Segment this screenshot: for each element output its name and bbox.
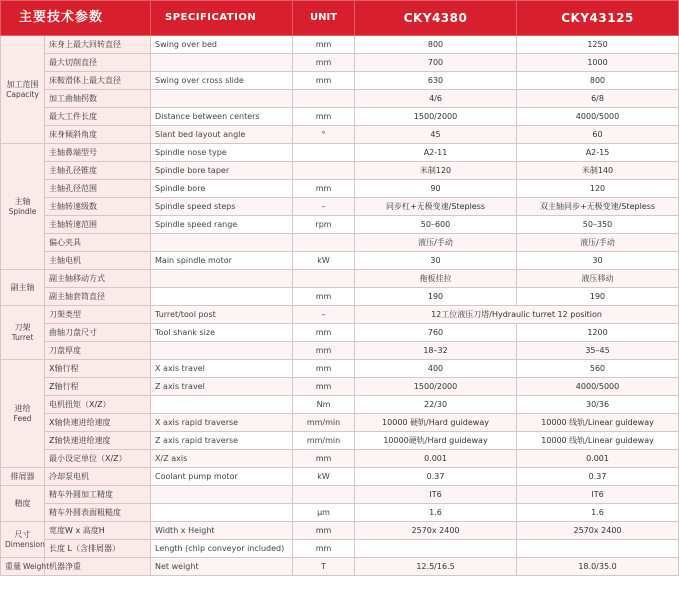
item-unit: mm [293, 450, 355, 468]
item-value-model-2: 1200 [517, 324, 679, 342]
item-value-model-1: 400 [355, 360, 517, 378]
item-unit: mm [293, 378, 355, 396]
item-unit: kW [293, 468, 355, 486]
item-name-en: Slant bed layout angle [151, 126, 293, 144]
group-label [1, 144, 45, 270]
group-label [1, 36, 45, 144]
header-spec: SPECIFICATION [151, 1, 293, 36]
group-label-en: Weight [23, 561, 50, 571]
item-name-cn: 最小设定单位（X/Z） [45, 450, 151, 468]
table-row [1, 252, 679, 270]
item-name-cn: 精车外圆加工精度 [45, 486, 151, 504]
item-value-model-2: 18.0/35.0 [517, 558, 679, 576]
item-name-en: Swing over bed [151, 36, 293, 54]
item-name-cn: 主轴鼻端型号 [45, 144, 151, 162]
item-value-model-2: A2-15 [517, 144, 679, 162]
item-value-model-1: IT6 [355, 486, 517, 504]
item-name-cn: 偏心夹具 [45, 234, 151, 252]
item-value-model-1: 45 [355, 126, 517, 144]
item-value-model-1: 630 [355, 72, 517, 90]
spec-body [1, 36, 679, 576]
item-value-model-2: 0.001 [517, 450, 679, 468]
item-name-cn: 副主轴移动方式 [45, 270, 151, 288]
item-unit: mm [293, 324, 355, 342]
group-label-cn: 副主轴 [10, 282, 35, 292]
item-unit: mm [293, 540, 355, 558]
table-row [1, 432, 679, 450]
item-name-en: X/Z axis [151, 450, 293, 468]
item-name-cn: 床身倾斜角度 [45, 126, 151, 144]
item-value-model-1: 2570x 2400 [355, 522, 517, 540]
item-name-en: Length (chip conveyor included) [151, 540, 293, 558]
item-name-cn: 床鞍滑体上最大直径 [45, 72, 151, 90]
item-name-cn: 曲轴刀盘尺寸 [45, 324, 151, 342]
item-value-model-2: 液压移动 [517, 270, 679, 288]
item-unit: mm [293, 36, 355, 54]
header-title: 主要技术参数 [1, 1, 151, 36]
item-name-en [151, 504, 293, 522]
item-value-model-1: 液压/手动 [355, 234, 517, 252]
item-value-model-1: 190 [355, 288, 517, 306]
group-label-cn: 精度 [14, 498, 31, 508]
item-name-en [151, 288, 293, 306]
item-unit [293, 144, 355, 162]
group-label [1, 270, 45, 306]
item-value-model-2: 190 [517, 288, 679, 306]
item-name-cn: 电机扭矩（X/Z） [45, 396, 151, 414]
group-label [1, 486, 45, 522]
item-name-cn: 宽度W x 高度H [45, 522, 151, 540]
item-name-cn: 冷却泵电机 [45, 468, 151, 486]
group-label-cn: 刀架 [14, 322, 31, 332]
group-label-en: Capacity [6, 89, 39, 99]
item-value-model-1: 1500/2000 [355, 108, 517, 126]
item-name-en [151, 342, 293, 360]
item-value-model-1: 90 [355, 180, 517, 198]
item-value-model-1: A2-11 [355, 144, 517, 162]
item-name-en: Tool shank size [151, 324, 293, 342]
item-name-cn: Z轴行程 [45, 378, 151, 396]
item-value-model-1: 800 [355, 36, 517, 54]
group-label [1, 360, 45, 468]
item-name-en [151, 486, 293, 504]
item-unit: mm/min [293, 432, 355, 450]
item-name-cn: 主轴转速级数 [45, 198, 151, 216]
item-name-cn: X轴行程 [45, 360, 151, 378]
item-value-model-1: 0.001 [355, 450, 517, 468]
item-unit: Nm [293, 396, 355, 414]
item-value-model-1: 4/6 [355, 90, 517, 108]
item-value-model-2: 液压/手动 [517, 234, 679, 252]
table-row [1, 324, 679, 342]
header-unit: UNIT [293, 1, 355, 36]
item-name-en: Main spindle motor [151, 252, 293, 270]
item-name-cn: 床身上最大回转直径 [45, 36, 151, 54]
group-label-cn: 排屑器 [10, 471, 35, 481]
table-row [1, 126, 679, 144]
table-row [1, 180, 679, 198]
table-row [1, 198, 679, 216]
item-name-en [151, 396, 293, 414]
item-value-model-2: 120 [517, 180, 679, 198]
item-value-model-1: 10000 硬轨/Hard guideway [355, 414, 517, 432]
group-label-en: Turret [11, 332, 34, 342]
item-value-model-2: 1250 [517, 36, 679, 54]
item-name-en: Spindle speed steps [151, 198, 293, 216]
item-name-en: X axis travel [151, 360, 293, 378]
item-value-model-2: 30 [517, 252, 679, 270]
item-name-en: Spindle speed range [151, 216, 293, 234]
item-value-model-2: 4000/5000 [517, 378, 679, 396]
item-value-model-1: 30 [355, 252, 517, 270]
item-value-model-1: 1500/2000 [355, 378, 517, 396]
item-value-model-2: 30/36 [517, 396, 679, 414]
item-unit [293, 90, 355, 108]
item-unit: mm [293, 342, 355, 360]
item-value-model-2: 10000 线轨/Linear guideway [517, 414, 679, 432]
table-row [1, 288, 679, 306]
item-name-cn: 主轴转速范围 [45, 216, 151, 234]
table-row [1, 504, 679, 522]
group-label-cn: 尺寸 [14, 529, 31, 539]
item-unit: mm [293, 54, 355, 72]
item-value-model-1: 米制120 [355, 162, 517, 180]
item-name-cn: 主轴孔径范围 [45, 180, 151, 198]
item-unit [293, 486, 355, 504]
item-value-model-1: 12.5/16.5 [355, 558, 517, 576]
table-row [1, 216, 679, 234]
item-value-model-1: 18–32 [355, 342, 517, 360]
table-row [1, 468, 679, 486]
item-value-model-1: 50–600 [355, 216, 517, 234]
item-unit: μm [293, 504, 355, 522]
item-unit: – [293, 198, 355, 216]
item-name-cn: 主轴孔径锥度 [45, 162, 151, 180]
table-row [1, 360, 679, 378]
item-unit: mm [293, 360, 355, 378]
item-value-model-1 [355, 540, 517, 558]
table-row [1, 54, 679, 72]
item-unit: mm [293, 72, 355, 90]
item-value-model-2: 35–45 [517, 342, 679, 360]
item-name-cn: 副主轴套筒直径 [45, 288, 151, 306]
table-row [1, 234, 679, 252]
item-unit: mm/min [293, 414, 355, 432]
item-value-model-2: 560 [517, 360, 679, 378]
item-value-model-2: 4000/5000 [517, 108, 679, 126]
item-name-cn: Z轴快速进给速度 [45, 432, 151, 450]
table-row [1, 72, 679, 90]
table-row [1, 36, 679, 54]
table-row [1, 108, 679, 126]
item-name-en: Spindle nose type [151, 144, 293, 162]
header-row [1, 1, 679, 36]
item-value-model-2: 60 [517, 126, 679, 144]
item-value-shared: 12工位液压刀塔/Hydraulic turret 12 position [355, 306, 679, 324]
item-name-en [151, 90, 293, 108]
item-name-cn: 加工曲轴拐数 [45, 90, 151, 108]
table-row [1, 306, 679, 324]
group-label-cn: 重量 [5, 561, 21, 571]
item-unit [293, 234, 355, 252]
group-label-en: Spindle [8, 206, 37, 216]
item-value-model-2: 1000 [517, 54, 679, 72]
item-name-en [151, 270, 293, 288]
item-value-model-2 [517, 540, 679, 558]
item-value-model-2: 800 [517, 72, 679, 90]
item-name-en: Spindle bore [151, 180, 293, 198]
table-row [1, 540, 679, 558]
item-value-model-2: 50–350 [517, 216, 679, 234]
item-name-en: Distance between centers [151, 108, 293, 126]
table-row [1, 414, 679, 432]
item-name-en: Net weight [151, 558, 293, 576]
item-name-en [151, 54, 293, 72]
item-name-en: X axis rapid traverse [151, 414, 293, 432]
item-name-cn: 精车外圆表面粗糙度 [45, 504, 151, 522]
item-value-model-1: 22/30 [355, 396, 517, 414]
item-value-model-1: 10000硬轨/Hard guideway [355, 432, 517, 450]
item-name-cn: 刀盘厚度 [45, 342, 151, 360]
item-name-cn: X轴快速进给速度 [45, 414, 151, 432]
table-row [1, 396, 679, 414]
item-name-en: Width x Height [151, 522, 293, 540]
item-name-cn: 最大切削直径 [45, 54, 151, 72]
group-label [1, 558, 50, 576]
item-value-model-2: 米制140 [517, 162, 679, 180]
item-name-en: Z axis rapid traverse [151, 432, 293, 450]
item-value-model-1: 同步杠+无极变速/Stepless [355, 198, 517, 216]
table-row [1, 558, 679, 576]
item-value-model-2: IT6 [517, 486, 679, 504]
item-unit: kW [293, 252, 355, 270]
item-value-model-2: 1.6 [517, 504, 679, 522]
item-value-model-1: 760 [355, 324, 517, 342]
table-row [1, 486, 679, 504]
table-row [1, 378, 679, 396]
item-name-en: Spindle bore taper [151, 162, 293, 180]
item-unit: mm [293, 180, 355, 198]
item-unit: mm [293, 108, 355, 126]
item-value-model-1: 拖板挂拉 [355, 270, 517, 288]
item-name-cn: 主轴电机 [45, 252, 151, 270]
table-row [1, 144, 679, 162]
item-value-model-2: 0.37 [517, 468, 679, 486]
group-label-en: Feed [13, 413, 32, 423]
item-value-model-2: 10000 线轨/Linear guideway [517, 432, 679, 450]
item-name-en: Z axis travel [151, 378, 293, 396]
table-row [1, 342, 679, 360]
item-unit [293, 162, 355, 180]
header-model-1: CKY4380 [355, 1, 517, 36]
item-name-cn: 刀架类型 [45, 306, 151, 324]
item-unit: ° [293, 126, 355, 144]
table-row [1, 90, 679, 108]
group-label-cn: 进给 [14, 403, 31, 413]
item-value-model-2: 6/8 [517, 90, 679, 108]
item-value-model-2: 2570x 2400 [517, 522, 679, 540]
group-label [1, 522, 45, 558]
item-name-cn: 机器净重 [45, 558, 151, 576]
table-row [1, 450, 679, 468]
item-unit: T [293, 558, 355, 576]
item-value-model-2: 双主轴同步+无极变速/Stepless [517, 198, 679, 216]
group-label-cn: 加工范围 [6, 79, 39, 89]
item-value-model-1: 700 [355, 54, 517, 72]
item-name-en: Swing over cross slide [151, 72, 293, 90]
item-name-en: Coolant pump motor [151, 468, 293, 486]
item-unit: – [293, 306, 355, 324]
table-row [1, 522, 679, 540]
item-name-cn: 最大工件长度 [45, 108, 151, 126]
item-unit [293, 270, 355, 288]
group-label [1, 468, 45, 486]
table-row [1, 162, 679, 180]
group-label-en: Dimension [5, 539, 45, 549]
item-unit: mm [293, 522, 355, 540]
header-model-2: CKY43125 [517, 1, 679, 36]
table-row [1, 270, 679, 288]
item-unit: rpm [293, 216, 355, 234]
item-name-en: Turret/tool post [151, 306, 293, 324]
item-name-cn: 长度 L（含排屑器） [45, 540, 151, 558]
item-value-model-1: 0.37 [355, 468, 517, 486]
item-unit: mm [293, 288, 355, 306]
group-label [1, 306, 45, 360]
item-value-model-1: 1.6 [355, 504, 517, 522]
group-label-cn: 主轴 [14, 196, 31, 206]
item-name-en [151, 234, 293, 252]
